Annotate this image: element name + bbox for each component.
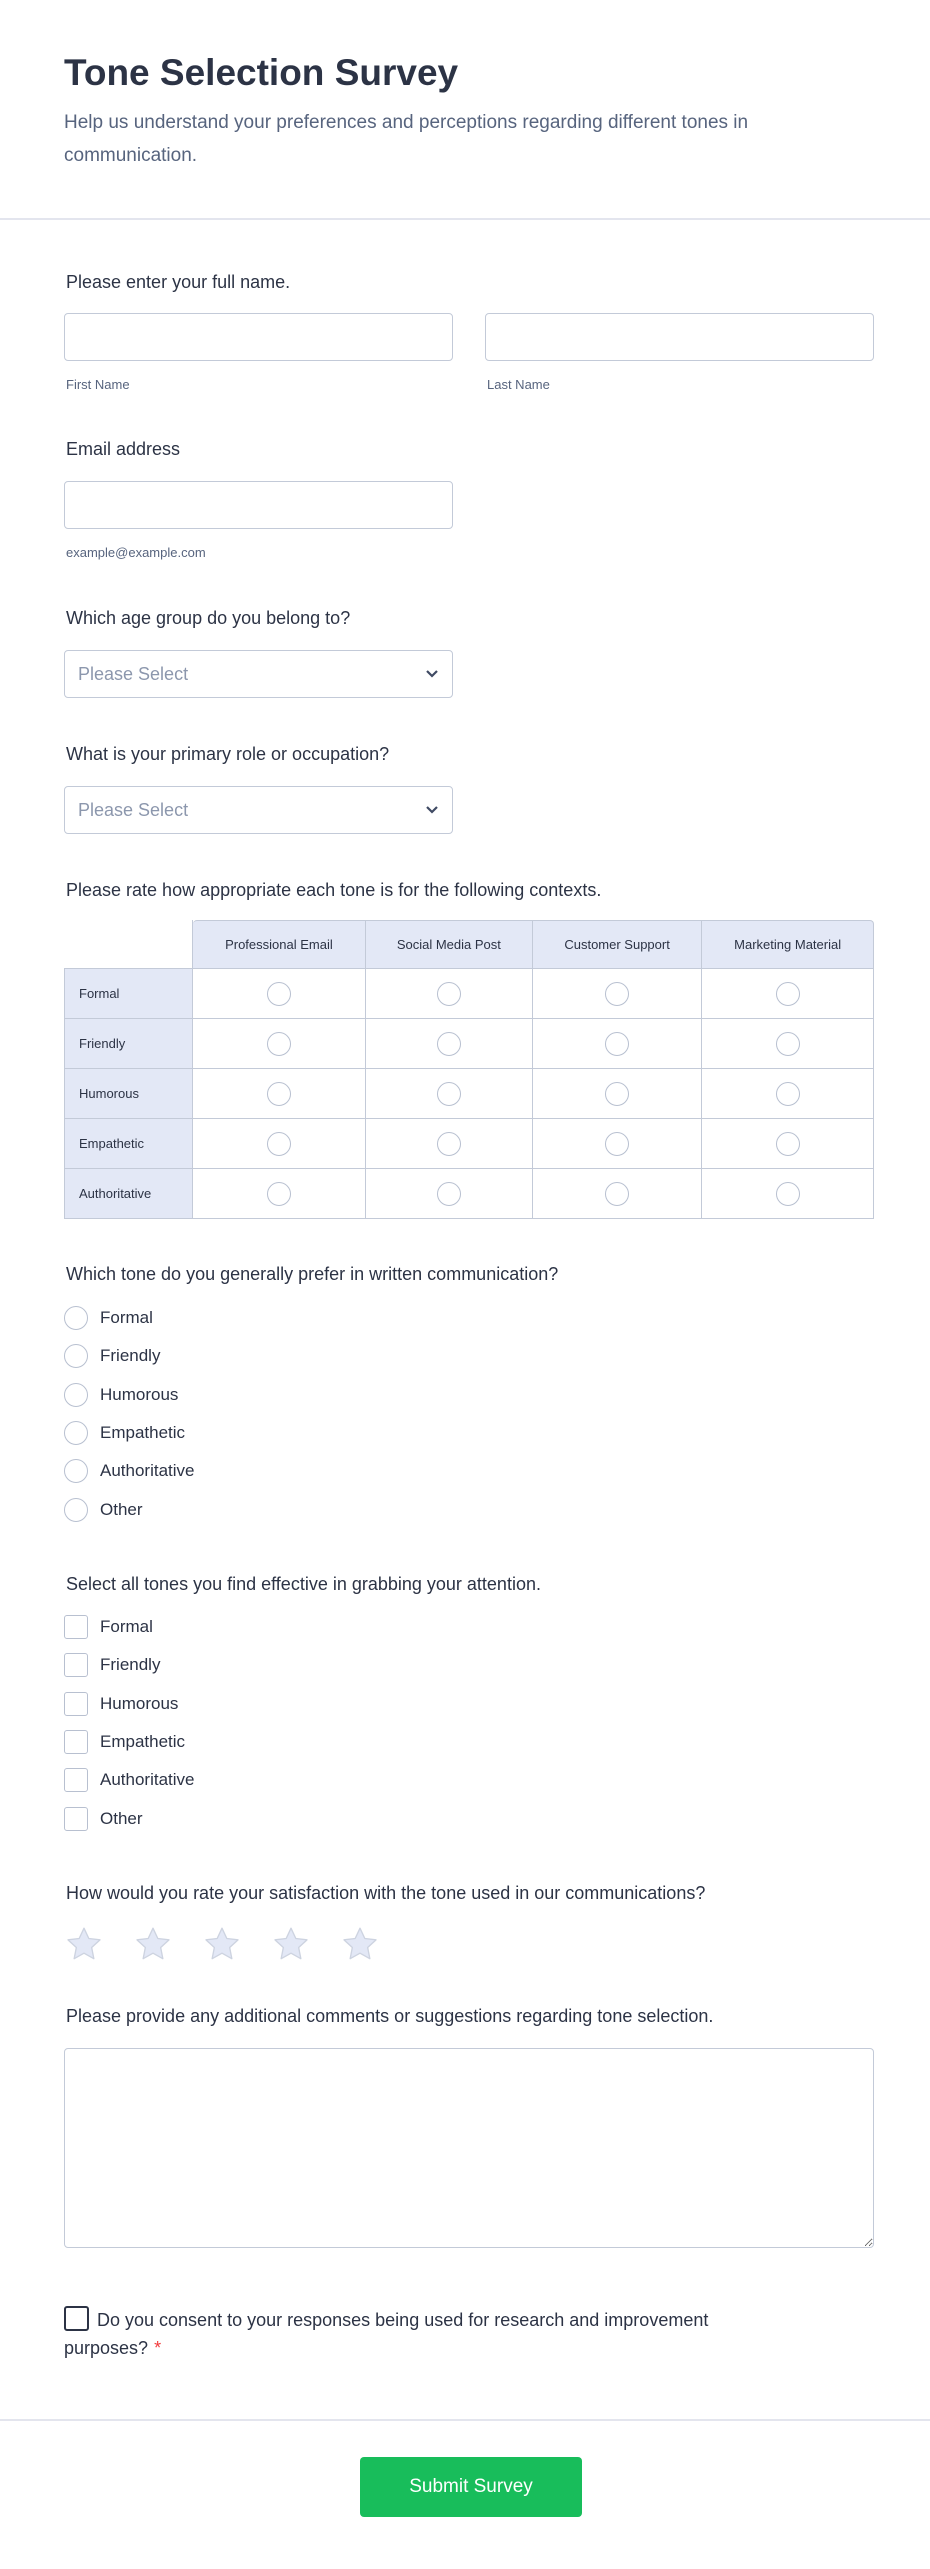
age-select-placeholder: Please Select [78, 664, 189, 684]
preferred-option[interactable] [64, 1382, 178, 1408]
matrix-radio[interactable] [267, 982, 291, 1006]
matrix-cell [193, 969, 366, 1019]
matrix-radio[interactable] [605, 1082, 629, 1106]
matrix-radio[interactable] [437, 1082, 461, 1106]
chevron-down-icon [424, 665, 440, 681]
age-label: Which age group do you belong to? [66, 608, 351, 628]
radio-button[interactable] [64, 1421, 88, 1445]
matrix-cell [533, 1019, 702, 1069]
option-label: Humorous [100, 1384, 179, 1404]
matrix-cell [533, 969, 702, 1019]
option-label: Humorous [100, 1693, 179, 1713]
radio-button[interactable] [64, 1459, 88, 1483]
matrix-cell [702, 1019, 874, 1069]
matrix-column-header: Social Media Post [366, 920, 533, 969]
last-name-sublabel: Last Name [487, 377, 550, 392]
matrix-cell [366, 1019, 533, 1069]
checkbox[interactable] [64, 1692, 88, 1716]
role-label: What is your primary role or occupation? [66, 744, 390, 764]
role-select[interactable] [64, 786, 453, 834]
tone-matrix [64, 920, 874, 1219]
matrix-cell [702, 1169, 874, 1219]
option-label: Formal [100, 1617, 153, 1636]
matrix-cell [193, 1119, 366, 1169]
satisfaction-label: How would you rate your satisfaction with the tone used in our communications? [66, 1883, 706, 1903]
matrix-radio[interactable] [267, 1182, 291, 1206]
comments-label: Please provide any additional comments or suggestions regarding tone selection. [66, 2006, 714, 2026]
option-label: Authoritative [100, 1770, 195, 1790]
option-label: Friendly [100, 1655, 161, 1675]
matrix-row-label: Formal [64, 969, 193, 1019]
submit-survey-button[interactable]: Submit Survey [360, 2457, 582, 2517]
checkbox[interactable] [64, 1615, 88, 1639]
star-icon[interactable] [271, 1924, 311, 1964]
option-label: Friendly [100, 1346, 161, 1366]
matrix-radio[interactable] [267, 1132, 291, 1156]
matrix-column-header: Customer Support [533, 920, 702, 969]
matrix-cell [533, 1069, 702, 1119]
chevron-down-icon [424, 801, 440, 817]
email-input[interactable] [64, 481, 453, 529]
matrix-radio[interactable] [605, 982, 629, 1006]
option-label: Other [100, 1499, 143, 1519]
consent-label: Do you consent to your responses being used for research and improvement purposes? [64, 2310, 709, 2358]
age-select[interactable] [64, 650, 453, 698]
radio-button[interactable] [64, 1383, 88, 1407]
star-icon[interactable] [202, 1924, 242, 1964]
email-sublabel: example@example.com [66, 545, 206, 560]
last-name-input[interactable] [485, 313, 874, 361]
matrix-cell [702, 969, 874, 1019]
footer-divider [0, 2419, 930, 2421]
matrix-cell [193, 1069, 366, 1119]
matrix-radio[interactable] [605, 1132, 629, 1156]
option-label: Other [100, 1808, 143, 1828]
effective-option[interactable] [64, 1652, 160, 1678]
matrix-radio[interactable] [437, 1132, 461, 1156]
matrix-radio[interactable] [267, 1082, 291, 1106]
matrix-radio[interactable] [437, 1182, 461, 1206]
page-subtitle: Help us understand your preferences and perceptions regarding different tones in communication. [64, 112, 749, 166]
matrix-row [64, 1169, 874, 1219]
matrix-row-label: Authoritative [64, 1169, 193, 1219]
option-label: Authoritative [100, 1461, 195, 1481]
preferred-option[interactable] [64, 1305, 153, 1331]
effective-option[interactable] [64, 1729, 185, 1755]
matrix-row-label: Humorous [64, 1069, 193, 1119]
matrix-radio[interactable] [605, 1032, 629, 1056]
matrix-cell [366, 1169, 533, 1219]
consent-checkbox[interactable] [64, 2306, 89, 2331]
matrix-label: Please rate how appropriate each tone is for the following contexts. [66, 880, 602, 900]
preferred-option[interactable] [64, 1497, 143, 1523]
first-name-sublabel: First Name [66, 377, 130, 392]
matrix-cell [533, 1119, 702, 1169]
preferred-tone-label: Which tone do you generally prefer in written communication? [66, 1264, 559, 1284]
matrix-row [64, 1119, 874, 1169]
star-icon[interactable] [64, 1924, 104, 1964]
matrix-cell [702, 1069, 874, 1119]
matrix-radio[interactable] [776, 1032, 800, 1056]
matrix-corner [64, 920, 193, 969]
option-label: Empathetic [100, 1731, 186, 1751]
option-label: Formal [100, 1308, 153, 1327]
effective-option[interactable] [64, 1691, 178, 1717]
effective-tones-label: Select all tones you find effective in grabbing your attention. [66, 1574, 541, 1594]
first-name-input[interactable] [64, 313, 453, 361]
matrix-radio[interactable] [267, 1032, 291, 1056]
matrix-radio[interactable] [776, 982, 800, 1006]
matrix-radio[interactable] [605, 1182, 629, 1206]
matrix-radio[interactable] [776, 1132, 800, 1156]
comments-textarea[interactable] [64, 2048, 874, 2248]
email-label: Email address [66, 439, 181, 459]
radio-button[interactable] [64, 1498, 88, 1522]
checkbox[interactable] [64, 1730, 88, 1754]
preferred-option[interactable] [64, 1343, 160, 1369]
matrix-column-header: Professional Email [193, 920, 366, 969]
matrix-row-label: Empathetic [64, 1119, 193, 1169]
header-divider [0, 218, 930, 220]
matrix-cell [366, 1119, 533, 1169]
effective-option[interactable] [64, 1614, 153, 1640]
required-mark: * [154, 2338, 162, 2358]
role-select-placeholder: Please Select [78, 800, 189, 820]
preferred-option[interactable] [64, 1458, 195, 1484]
matrix-row [64, 1069, 874, 1119]
effective-option[interactable] [64, 1767, 195, 1793]
matrix-row [64, 1019, 874, 1069]
matrix-radio[interactable] [437, 982, 461, 1006]
matrix-column-header: Marketing Material [702, 920, 874, 969]
matrix-row [64, 969, 874, 1019]
option-label: Empathetic [100, 1422, 186, 1442]
radio-button[interactable] [64, 1344, 88, 1368]
matrix-cell [366, 969, 533, 1019]
matrix-cell [193, 1169, 366, 1219]
consent-field [64, 2306, 764, 2362]
matrix-radio[interactable] [437, 1032, 461, 1056]
matrix-cell [533, 1169, 702, 1219]
preferred-option[interactable] [64, 1420, 185, 1446]
matrix-cell [193, 1019, 366, 1069]
effective-option[interactable] [64, 1806, 143, 1832]
star-icon[interactable] [340, 1924, 380, 1964]
matrix-cell [366, 1069, 533, 1119]
page-title: Tone Selection Survey [64, 52, 459, 93]
checkbox[interactable] [64, 1768, 88, 1792]
full-name-label: Please enter your full name. [66, 272, 291, 292]
matrix-radio[interactable] [776, 1182, 800, 1206]
radio-button[interactable] [64, 1306, 88, 1330]
matrix-radio[interactable] [776, 1082, 800, 1106]
matrix-row-label: Friendly [64, 1019, 193, 1069]
matrix-cell [702, 1119, 874, 1169]
checkbox[interactable] [64, 1807, 88, 1831]
checkbox[interactable] [64, 1653, 88, 1677]
star-icon[interactable] [133, 1924, 173, 1964]
